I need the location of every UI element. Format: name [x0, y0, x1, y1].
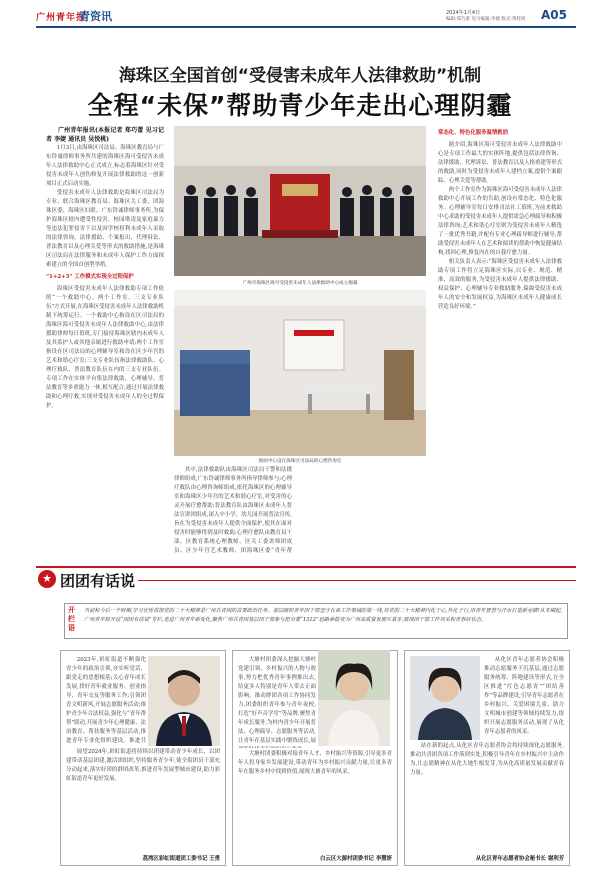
column-intro-text: 当前和今后一个时期,学习宣传贯彻党的二十大精神是广州共青团的首要政治任务。基层组织青年团干部坚守在各工作领域的第一线,将党的二十大精神内化于心,外化于行,用青年智慧与汗水打造新业绩!从本期起,广州青年报开设“团团有话说”专栏,走进广州青年新变化,聚焦广州共青团基层团干部参与把市委“1312”思路举措变为广州高质量发展实景步,展现团干部工作风采和青春好状态。 — [84, 608, 562, 623]
header-rule — [36, 26, 576, 28]
article-column-3 — [304, 466, 426, 556]
profile-signature: 荔湾区彩虹街道团工委书记 王勇 — [142, 856, 220, 862]
profile-text — [484, 656, 564, 740]
article-column-4 — [438, 126, 562, 556]
profile-portrait — [410, 656, 480, 740]
column-title: 团团有话说 — [60, 572, 136, 590]
column-title-rule — [138, 580, 576, 581]
unveiling-ceremony-photo — [174, 126, 426, 276]
photo-caption: 广州市海珠区海可受侵害未成年人法律救助中心成立揭幕 — [242, 281, 358, 286]
profile-paragraph: 展望2024年,彩虹街道将持续以团建带动青少年成长、以团建带动基层团建,激活团组织,坚持服务青少年,使全街团员干部充分动起来,落实好团的群团改革,推进青年发展型城市建设,助力彩虹街道青年更好发展。 — [66, 749, 220, 782]
profile-paragraph: 从化区青年志愿者协会积极推动志愿服务下沉基层,通过志愿服务统筹、阵地建设等形式,在全区推进“红色志愿青”“团结善作”等品牌建设,引导青年志愿者在乡村振兴、关爱困境儿童、助力文明城市创建等领域持续发力,组织开展志愿服务活动,展现了从化青年志愿者的风采。 — [484, 657, 564, 735]
column-intro-label: 开栏语 — [68, 605, 75, 632]
profile-text — [238, 750, 392, 848]
article-column-1 — [46, 126, 164, 556]
article-byline: 广州青年报讯(本报记者 郑巧蕾 见习记者 李婕 通讯员 吴悦桃) — [46, 127, 164, 143]
section-subheading: “1+2+3” 工作模式实现全过程保护 — [46, 274, 134, 280]
issue-date: 2024年1月4日 — [446, 10, 481, 16]
article-paragraph: 两个工作室作为海珠区海可受侵害未成年人法律救助中心开展工作的告助,创设有常态化、特色化服务。心理辅导室每日安排司法社工值班,为前来救助中心求助的受侵害未成年人提供需急心理疏导和积极法律咨询;艺术和谐心疗室则为受侵害未成年人精选了一批优秀书籍,并配有专业心理疏导师进行辅导,帮助受侵害未成年人在艺术和阅读的帮助中恢复健康结构,找回心理,修复内在的自我疗愈力量。 — [438, 187, 562, 256]
star-badge-icon: ★ — [38, 570, 56, 588]
profile-text — [238, 656, 316, 748]
profile-paragraph: 站在新的起点,从化区青年志愿者协会将持续深化志愿服务,推动共青团各项工作落到实处,积极引导青年在乡村振兴中主动作为,让志愿精神在从化大地生根发芽,为从化高质量发展贡献青春力量。 — [410, 743, 564, 776]
article-lead: 1月3日,由海珠区司法局、海珠区教育局与广东铃诚律师事务所共建的海珠区海可受侵害未成年人法律救助中心正式成立,标志着海珠区针对受侵害未成年人创伤修复开展法律救助的这一创新项目正式启动实施。 — [46, 145, 164, 187]
profile-text — [66, 748, 220, 848]
profile-signature: 白云区大源村团委书记 李慧妍 — [320, 856, 392, 862]
article-paragraph: 海珠区受侵害未成年人法律救助专项工作依照“一个救助中心、两个工作室、三支专业队伍”方式开展,在海珠区受侵害未成年人法律救助机制下统筹运行。一个救助中心指设在区司法局的海珠区海可受侵害未成年人法律救助中心,由法律援助律师每日值班,专门接待海珠区辖内未成年人及其监护人或其他亲属进行救助申请;两个工作室指设在区司法局的心理辅导室和设在区少年宫的艺术和谐心疗室;三支专业队伍指法律救助队、心理疗救队、普法教育队伍在内的三支专业队伍。专项工作在实体平台集法律救助、心理辅导、普法教育等多重能力一体,相互配合,通过开展法律救助和心理疗救,实现对受侵害未成年人的全过程保护。 — [46, 286, 164, 409]
masthead-logo: 广州青年报 — [36, 13, 87, 23]
profile-signature: 从化区青年志愿者协会秘书长 谢利芳 — [475, 856, 564, 862]
article-paragraph: 相关负责人表示:“海珠区受侵害未成年人法律救助专项工作将立足海珠区实际,以专业、规范、精准、高效的服务,为受侵害未成年人提供法律援助、权益保护、心理辅导专业救助服务,保障受侵害未成年人的安全和发展权益,为海珠区未成年人健康成长营造良好环境。” — [438, 259, 562, 310]
section-title: 青资讯 — [79, 10, 112, 23]
profile-portrait — [148, 656, 220, 746]
article-headline: 全程“未保”帮助青少年走出心理阴霾 — [87, 91, 513, 120]
profile-text — [410, 742, 564, 848]
article-column-2 — [174, 466, 292, 556]
profile-paragraph: 大塘村团委深入挖掘大塘村党建引领、乡村振兴的人物与故事,努力把优秀青年事例推出去,给更多人特别是青年人带去正面影响。推动群团各项工作协同发力,团委组织青年参与青年夜校,打造“好声音学堂”等品牌,聚焦青年成长服务,为村内青少年开展普法、心理疏导、志愿服务等活动,让青年在基层实践中锻炼成长,展 — [238, 657, 316, 744]
profile-paragraph: 大塘村团委积极对接青年人才、乡村振兴等资源,引导更多青年人投身家乡发展建设,带动青年为乡村振兴贡献力量,让更多青年在服务乡村中找到价值,展现大塘青年的风采。 — [238, 751, 392, 775]
article-paragraph: 其中,法律救助队由海珠区司法局干警和法援律师组成,广东铃诚律师事务所指导律师参与;心理疗救队由心理咨询师组成,依托海珠区的心理辅导室和海珠区少年宫的艺术和谐心疗室,对受害的心灵开展疗愈帮助;普法教育队由海珠区未成年人普法宣讲团组成,深入中小学、幼儿园开展普法宣传,旨在为受侵害未成年人提供全面保护,使其在面对侵害时能够得到及时救助;心理疗愈队由教育局干部、区教育系统心理教师、区关工委讲师团成员、区少年宫艺术教师、团海珠区委“青年帮 — [174, 467, 292, 554]
article-subhead: 海珠区全国首创“受侵害未成年人法律救助”机制 — [118, 66, 482, 86]
section-subheading: 常态化、特色化服务温情救助 — [438, 130, 509, 136]
article-paragraph: 受侵害未成年人法律救助是海珠区司法局为专业、联合海珠区教育局、海珠区关工委、团海珠区委、海珠区妇联、广东铃诚律师事务所,为保护海珠区辖内遭受性侵害、校园欺凌及家庭暴力等违法犯罪侵害下以及因学校权利未成年人采取的法律咨询、法律援助、个案报出、代理诉讼、普法教育以及心理关爱等形式的救助措施,是海珠区司法局在法律服务和未成年人保护工作方面探索建立的全国首创型举措。 — [46, 190, 164, 268]
editors-line: 编辑:郑巧蕾 见习编辑:李婕 版式:黄桂妍 — [446, 17, 526, 22]
profile-text — [66, 656, 146, 746]
photo-caption: 救助中心设在海珠区司法局的心理咨询室 — [258, 459, 342, 464]
page-number: A05 — [541, 8, 567, 22]
profile-portrait — [318, 650, 390, 746]
profile-paragraph: 2023年,彩虹街道不断强化青少年的政治引领,夯实听党话、跟党走的思想根基;关心青年成长发展,找好青年就业服务、创业指导、青年交友等服务工作;引领团青文明新风,开展志愿服务活动;维护青少年合法权益,强化与“青年帮帮”联动,开展青少年心理健康、法治教育、帮扶服务等基层活动,推进青年专业化组织建设。推进共 — [66, 657, 146, 744]
counseling-room-photo — [174, 290, 426, 456]
article-paragraph: 据介绍,海珠区海可受侵害未成年人法律救助中心是专项工作最大的实体阵地,提供包括法律咨询、法律援助、代理诉讼、普法教育以及人格重建等形式的救助,同时为受侵害未成年人建档立案,提供个案跟踪、心理关爱等帮助。 — [438, 142, 562, 184]
